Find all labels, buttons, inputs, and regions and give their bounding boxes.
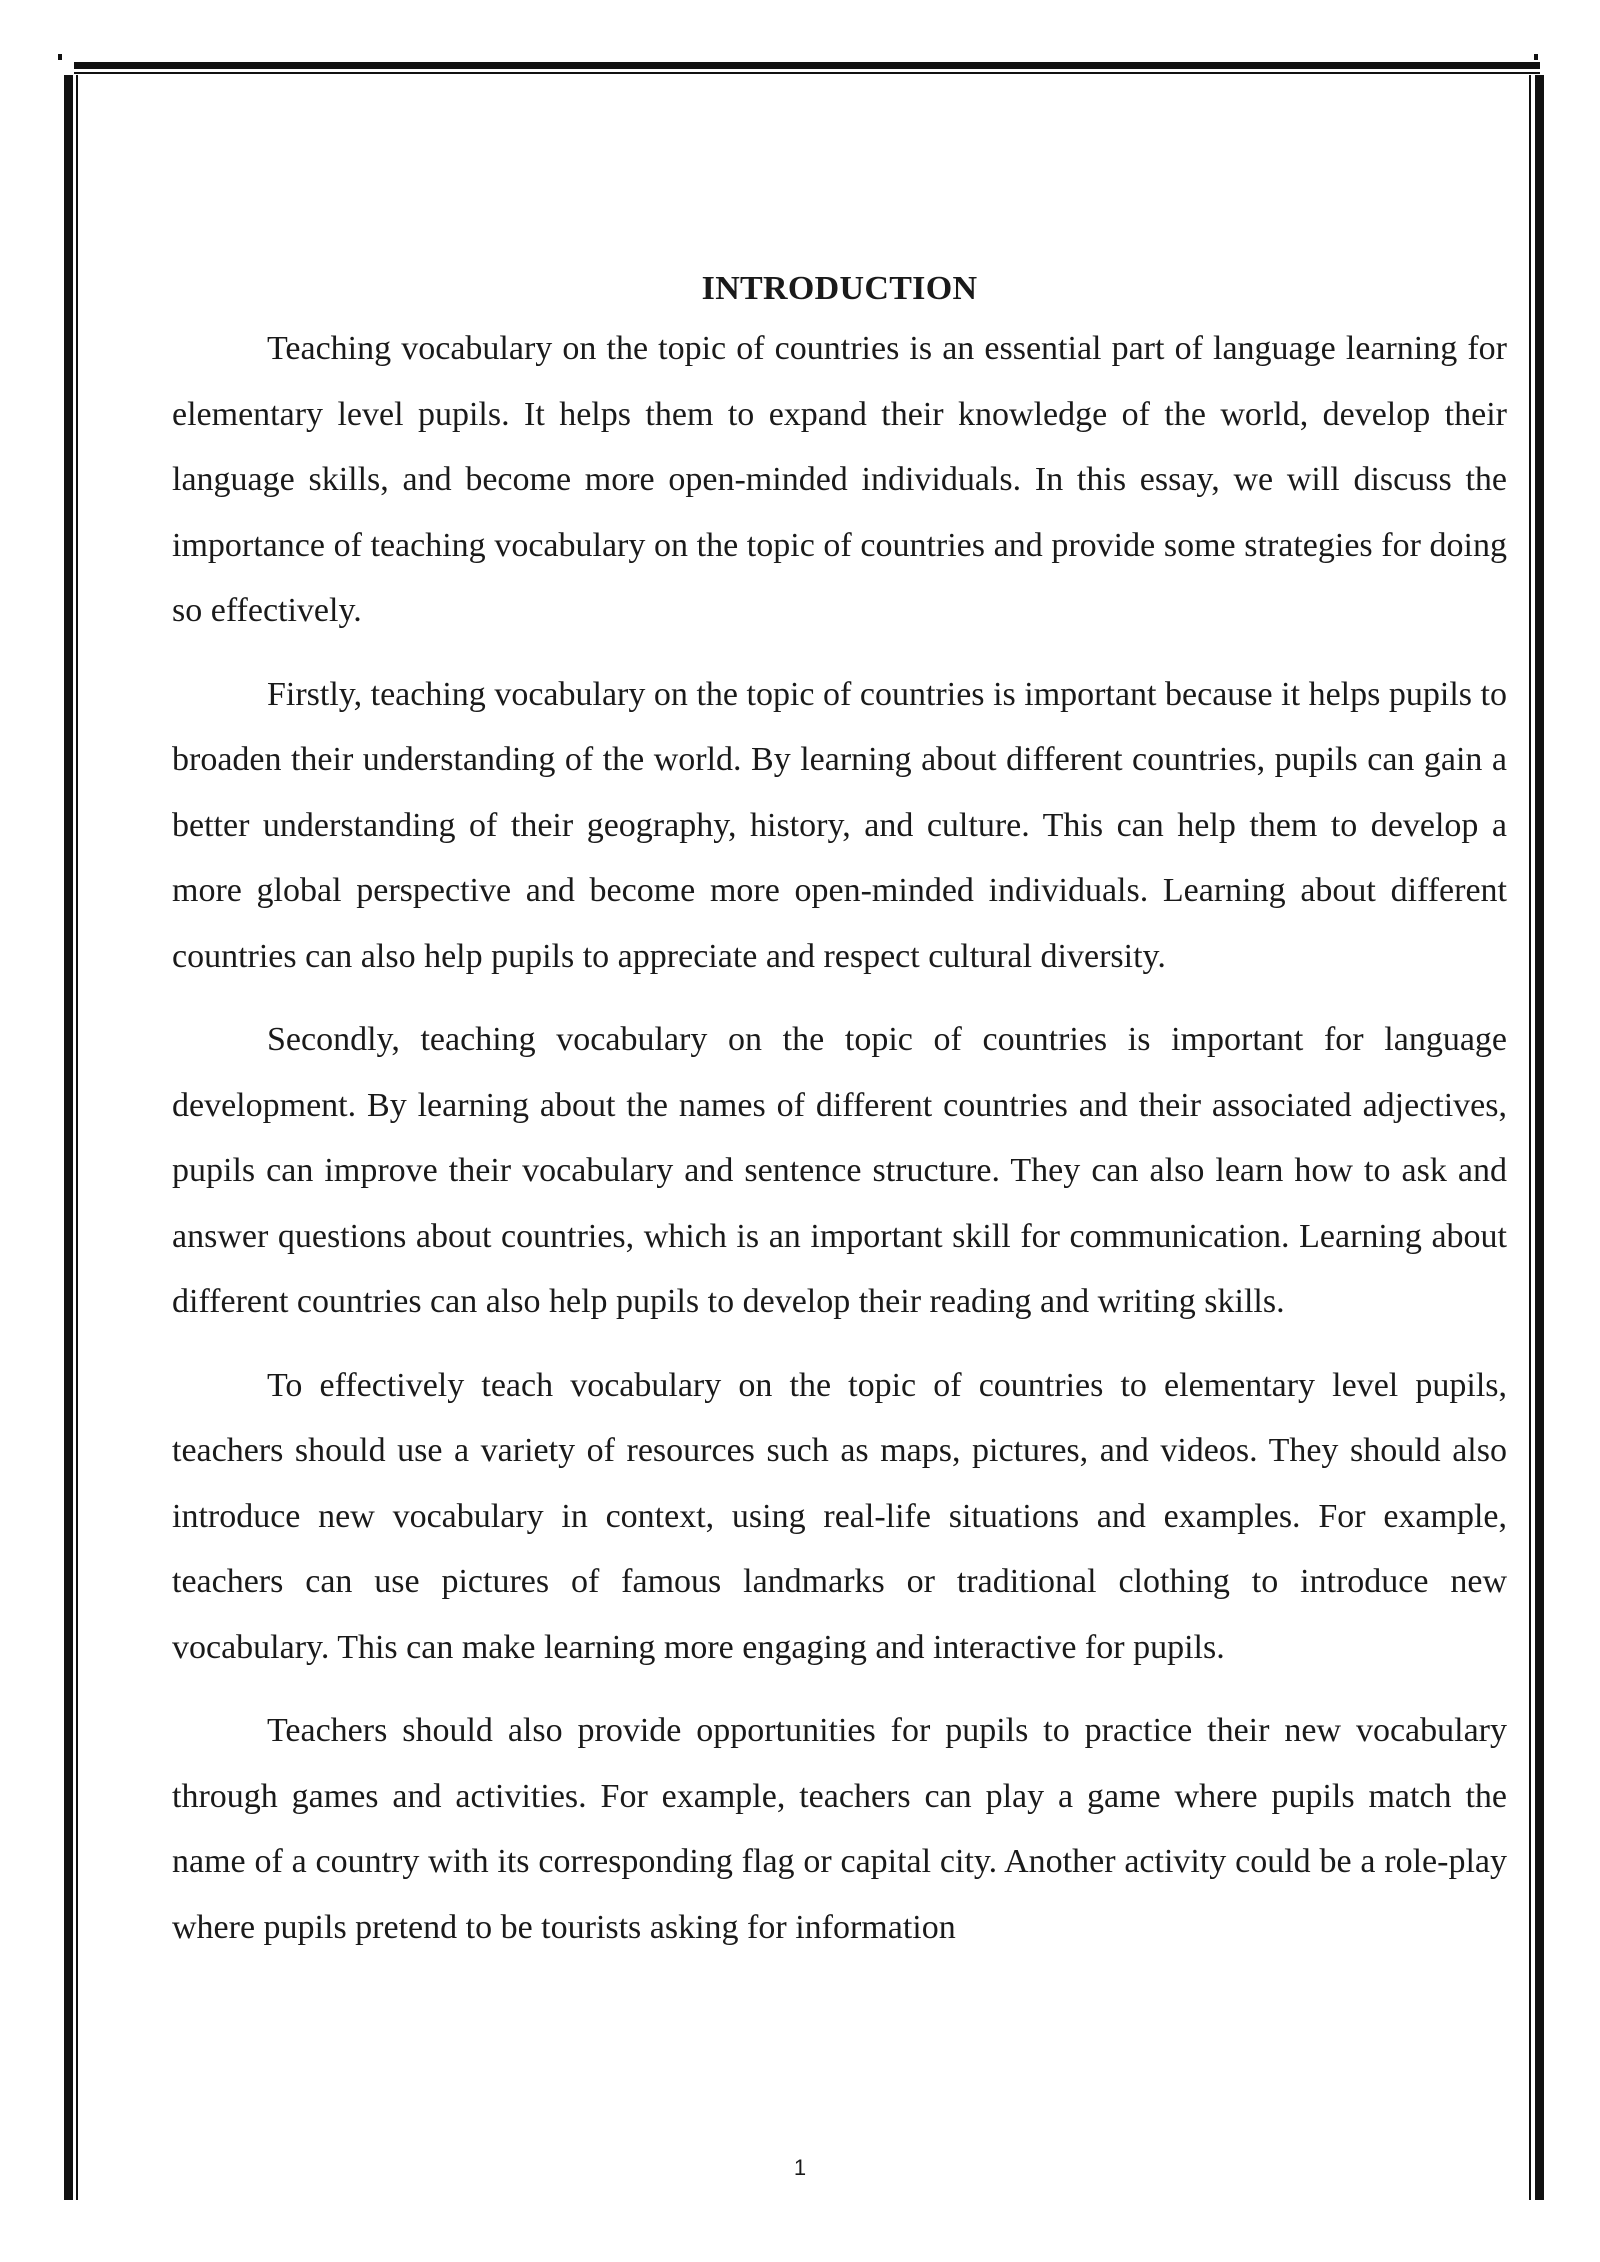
border-corner-mark-left xyxy=(58,54,62,60)
page-border-left xyxy=(64,75,73,2200)
page-border-left-inner xyxy=(76,75,78,2200)
page-border-right xyxy=(1535,75,1544,2200)
border-corner-mark-right xyxy=(1534,54,1538,60)
paragraph-5: Teachers should also provide opportunities for pupils to practice their new vocabulary through games and activities. For example, teachers can play a game where pupils match the name of a country with its corresponding flag or capital city. Another activity could be a role-play where pupils pretend to be tourists asking for information xyxy=(172,1712,1507,1946)
page-border-right-inner xyxy=(1529,75,1531,2200)
paragraph-2: Firstly, teaching vocabulary on the topic of countries is important because it helps pupils to broaden their understanding of the world. By learning about different countries, pupils can gain a better understanding of their geography, history, and culture. This can help them to develop a more global perspective and become more open-minded individuals. Learning about different countries can also help pupils to appreciate and respect cultural diversity. xyxy=(172,675,1507,975)
paragraph-4: To effectively teach vocabulary on the topic of countries to elementary level pupils, teachers should use a variety of resources such as maps, pictures, and videos. They should also introduce new vocabulary in context, using real-life situations and examples. For example, teachers can use pictures of famous landmarks or traditional clothing to introduce new vocabulary. This can make learning more engaging and interactive for pupils. xyxy=(172,1366,1507,1666)
paragraph-1: Teaching vocabulary on the topic of countries is an essential part of language learning for elementary level pupils. It helps them to expand their knowledge of the world, develop their language skills, and become more open-minded individuals. In this essay, we will discuss the importance of teaching vocabulary on the topic of countries and provide some strategies for doing so effectively. xyxy=(172,330,1507,629)
page-border-top-inner xyxy=(74,72,1540,74)
page-title: INTRODUCTION xyxy=(701,270,978,307)
paragraph-3: Secondly, teaching vocabulary on the topic of countries is important for language development. By learning about the names of different countries and their associated adjectives, pupils can improve their vocabulary and sentence structure. They can also learn how to ask and answer questions about countries, which is an important skill for communication. Learning about different countries can also help pupils to develop their reading and writing skills. xyxy=(172,1021,1507,1320)
page-border-top xyxy=(74,62,1540,69)
document-body xyxy=(172,262,1507,1978)
page-number: 1 xyxy=(793,2155,807,2180)
